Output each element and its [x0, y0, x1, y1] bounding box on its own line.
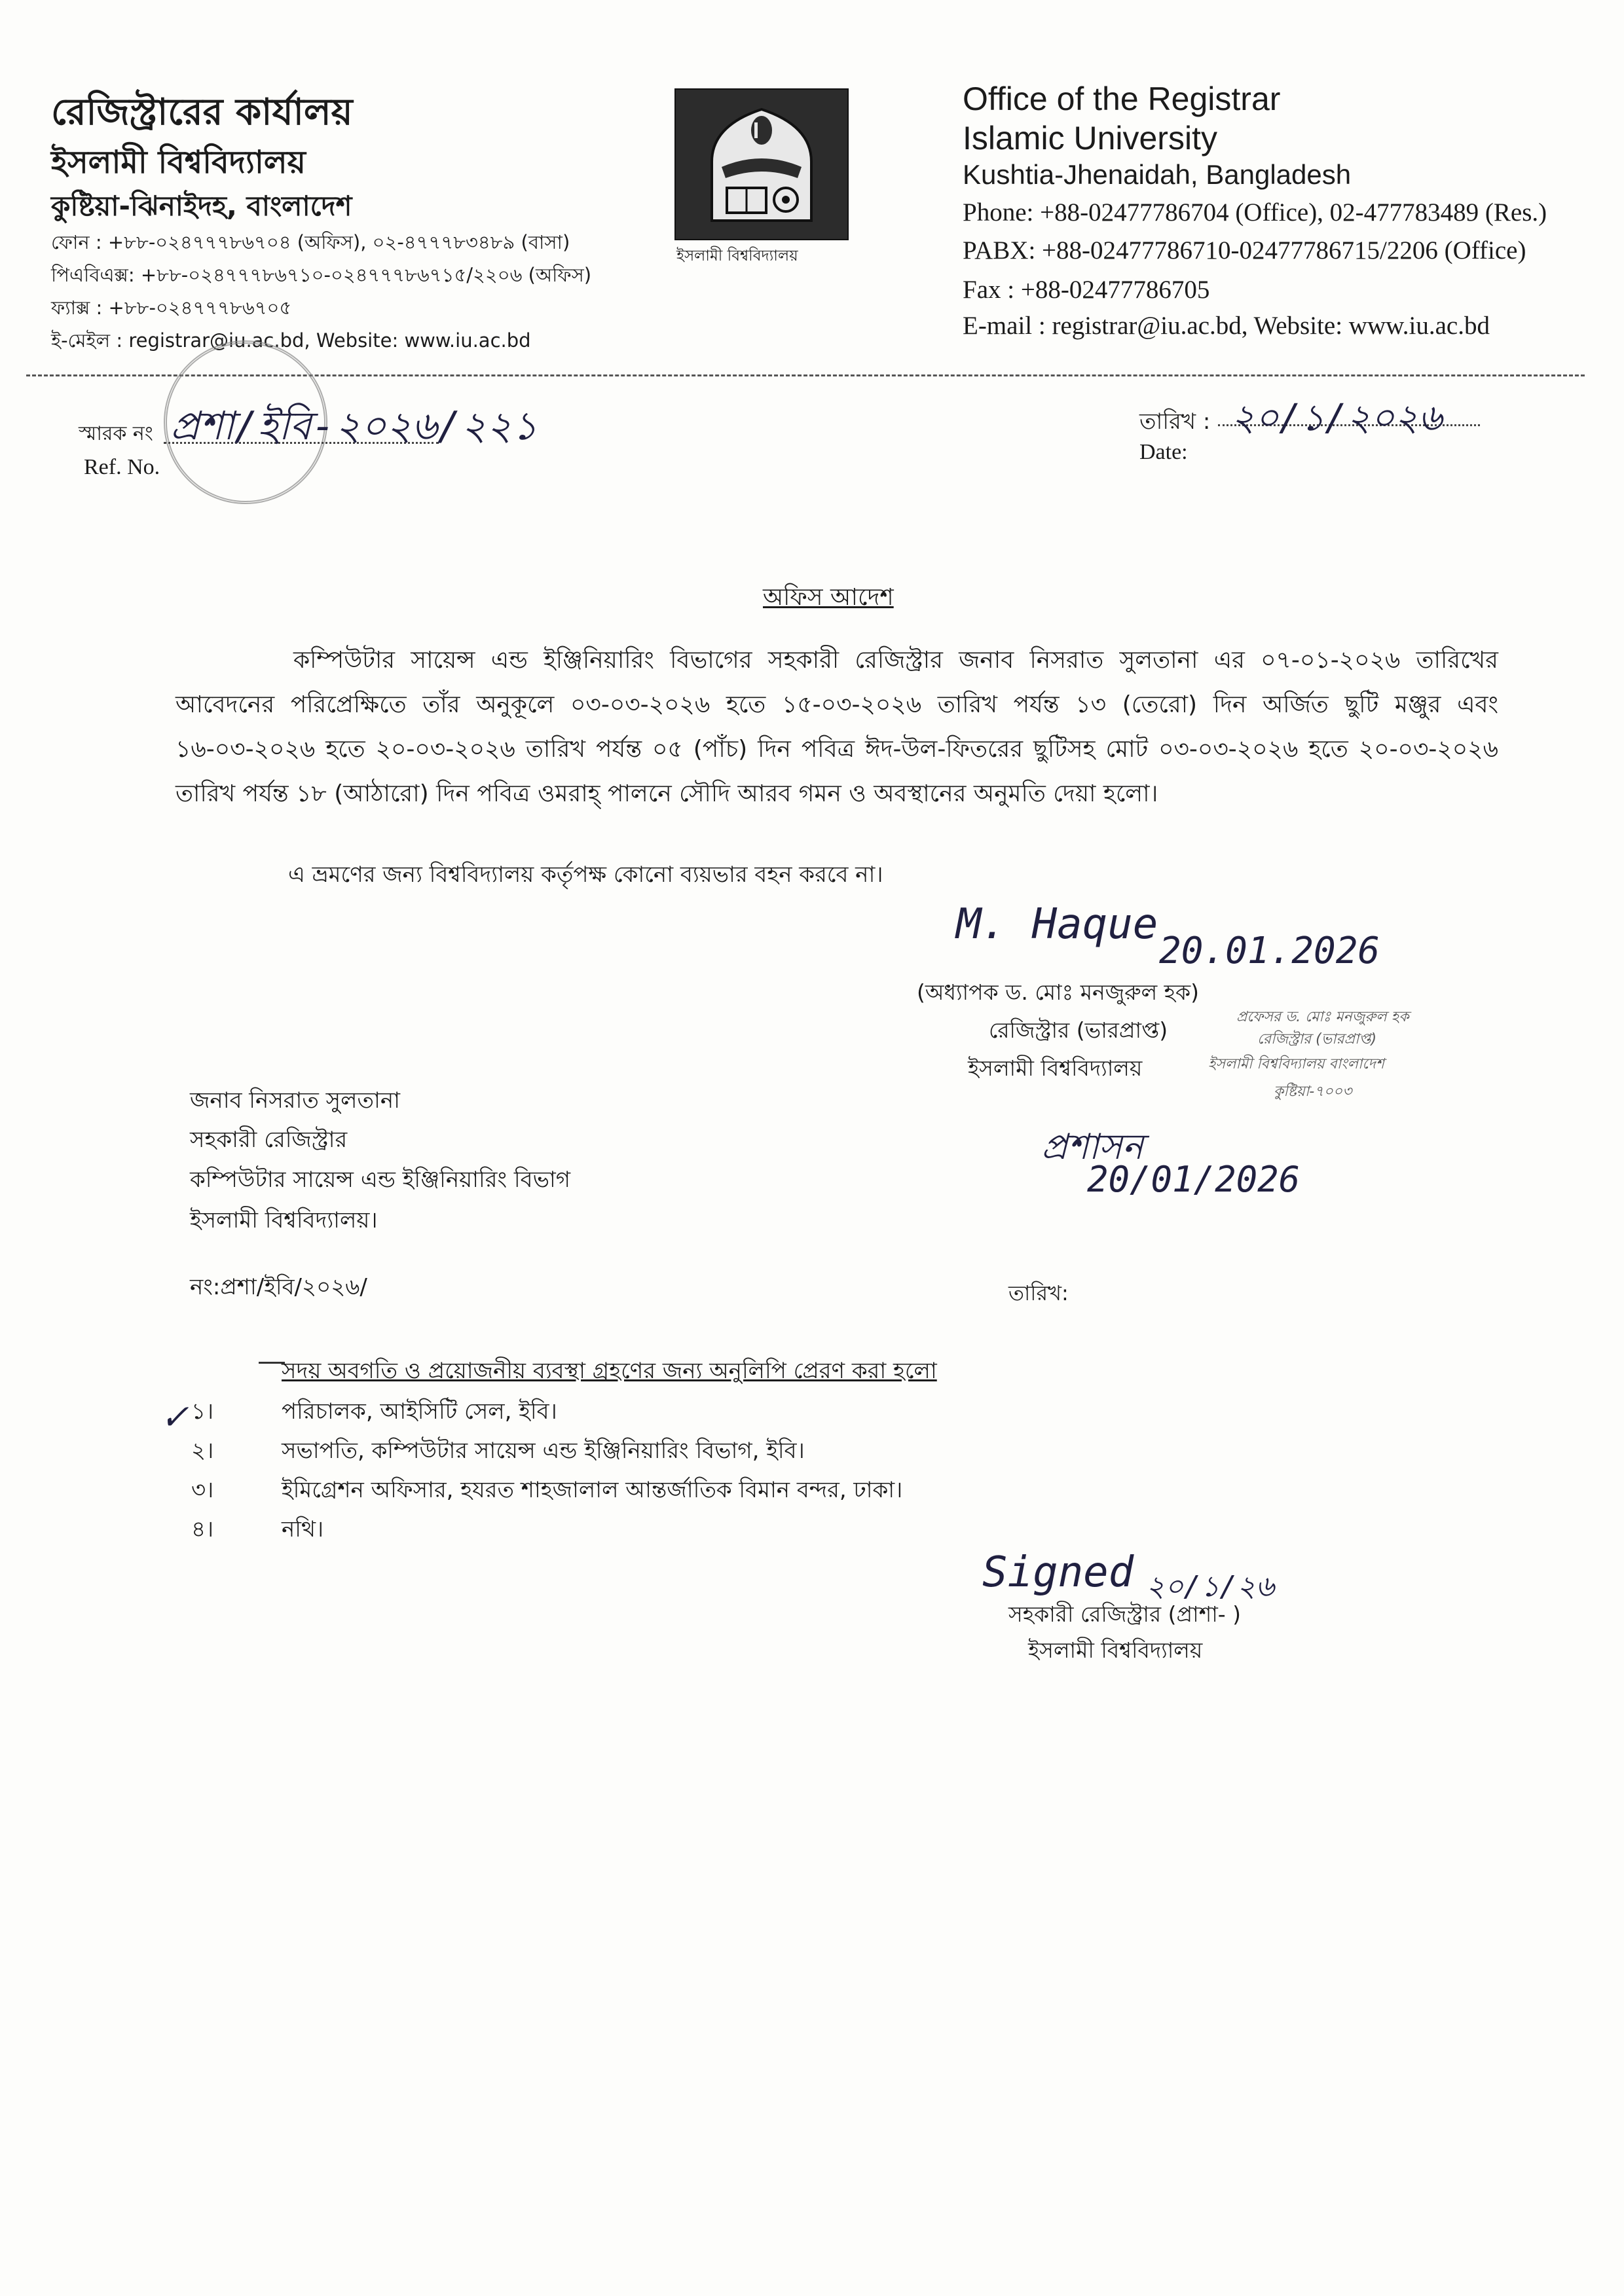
- registrar-university: ইসলামী বিশ্ববিদ্যালয়: [968, 1055, 1143, 1081]
- logo-emblem-icon: [676, 90, 847, 239]
- cc-heading: সদয় অবগতি ও প্রয়োজনীয় ব্যবস্থা গ্রহণের জন্য অনুলিপি প্রেরণ করা হলো: [282, 1358, 937, 1384]
- university-logo: [674, 88, 849, 240]
- fax-en: Fax : +88-02477786705: [963, 276, 1210, 304]
- ref-label-bn: স্মারক নং: [79, 422, 153, 445]
- order-paragraph: কম্পিউটার সায়েন্স এন্ড ইঞ্জিনিয়ারিং বিভাগের সহকারী রেজিস্ট্রার জনাব নিসরাত সুলতানা এর ০৭-০১-২০২৬ তারিখের আবেদনের পরিপ্রেক্ষিতে তাঁর অনুকূলে ০৩-০৩-২০২৬ হতে ১৫-০৩-২০২৬ তারিখ পর্যন্ত ১৩ (তেরো) দিন অর্জিত ছুটি মঞ্জুর এবং ১৬-০৩-২০২৬ হতে ২০-০৩-২০২৬ তারিখ পর্যন্ত ০৫ (পাঁচ) দিন পবিত্র ঈদ-উল-ফিতরের ছুটিসহ মোট ০৩-০৩-২০২৬ হতে ২০-০৩-২০২৬ তারিখ পর্যন্ত ১৮ (আঠারো) দিন পবিত্র ওমরাহ্ পালনে সৌদি আরব গমন ও অবস্থানের অনুমতি দেয়া হলো।: [175, 647, 1498, 807]
- registrar-signature: M. Haque: [956, 900, 1158, 949]
- fax-bn: ফ্যাক্স : +৮৮-০২৪৭৭৭৮৬৭০৫: [51, 297, 292, 319]
- date-label-bn: তারিখ :: [1139, 409, 1211, 435]
- addressee-department: কম্পিউটার সায়েন্স এন্ড ইঞ্জিনিয়ারিং বিভাগ: [190, 1167, 571, 1193]
- seal-line: প্রফেসর ড. মোঃ মনজুরুল হক: [1236, 1009, 1409, 1025]
- cc-item-number: ১।: [191, 1398, 214, 1425]
- memo-date-label: তারিখ:: [1008, 1281, 1069, 1305]
- memo-number: নং:প্রশা/ইবি/২০২৬/: [190, 1274, 367, 1300]
- assistant-registrar-role: সহকারী রেজিস্ট্রার (প্রাশা- ): [1008, 1601, 1242, 1627]
- assistant-registrar-signature: Signed: [982, 1548, 1134, 1597]
- registrar-name: (অধ্যাপক ড. মোঃ মনজুরুল হক): [917, 979, 1199, 1005]
- order-subject: অফিস আদেশ: [763, 584, 894, 611]
- addressee-role: সহকারী রেজিস্ট্রার: [190, 1127, 348, 1153]
- cc-item-number: ৪।: [191, 1516, 214, 1542]
- registrar-sign-date: 20.01.2026: [1159, 930, 1380, 972]
- date-label-en: Date:: [1139, 440, 1188, 464]
- cc-heading-lead-line: [259, 1362, 285, 1364]
- office-title-bn: রেজিস্ট্রারের কার্যালয়: [51, 91, 353, 134]
- checkmark-icon: ✓: [162, 1393, 187, 1439]
- email-bn: ই-মেইল : registrar@iu.ac.bd, Website: www.iu.ac.bd: [51, 329, 531, 352]
- ref-number: প্রশা/ইবি-২০২৬/২২১: [170, 403, 538, 449]
- assistant-registrar-university: ইসলামী বিশ্ববিদ্যালয়: [1028, 1637, 1203, 1663]
- seal-line: কুষ্টিয়া-৭০০৩: [1274, 1084, 1352, 1100]
- addressee-university: ইসলামী বিশ্ববিদ্যালয়।: [190, 1207, 378, 1233]
- location-en: Kushtia-Jhenaidah, Bangladesh: [963, 159, 1352, 190]
- pabx-bn: পিএবিএক্স: +৮৮-০২৪৭৭৭৮৬৭১০-০২৪৭৭৭৮৬৭১৫/২২০৬ (অফিস): [51, 264, 592, 286]
- phone-en: Phone: +88-02477786704 (Office), 02-477783489 (Res.): [963, 198, 1547, 227]
- location-bn: কুষ্টিয়া-ঝিনাইদহ, বাংলাদেশ: [51, 190, 352, 222]
- addressee-name: জনাব নিসরাত সুলতানা: [190, 1087, 400, 1114]
- ref-label-en: Ref. No.: [84, 455, 160, 479]
- cc-item-text: সভাপতি, কম্পিউটার সায়েন্স এন্ড ইঞ্জিনিয়ারিং বিভাগ, ইবি।: [282, 1438, 805, 1464]
- seal-line: রেজিস্ট্রার (ভারপ্রাপ্ত): [1257, 1031, 1377, 1048]
- cc-item-number: ২।: [191, 1438, 214, 1464]
- initial-date: 20/01/2026: [1087, 1159, 1301, 1200]
- assistant-registrar-sign-date: ২০/১/২৬: [1146, 1570, 1274, 1603]
- initial-signature: প্রশাসন: [1041, 1126, 1143, 1167]
- office-title-en: Office of the Registrar: [963, 81, 1281, 117]
- expense-note: এ ভ্রমণের জন্য বিশ্ববিদ্যালয় কর্তৃপক্ষ কোনো ব্যয়ভার বহন করবে না।: [288, 862, 883, 888]
- registrar-role: রেজিস্ট্রার (ভারপ্রাপ্ত): [989, 1017, 1168, 1043]
- email-en: E-mail : registrar@iu.ac.bd, Website: www.iu.ac.bd: [963, 312, 1490, 340]
- pabx-en: PABX: +88-02477786710-02477786715/2206 (Office): [963, 236, 1526, 264]
- university-name-en: Islamic University: [963, 120, 1217, 156]
- logo-caption: ইসলামী বিশ্ববিদ্যালয়: [676, 247, 798, 264]
- seal-line: ইসলামী বিশ্ববিদ্যালয় বাংলাদেশ: [1208, 1056, 1384, 1072]
- cc-item-number: ৩।: [191, 1477, 214, 1503]
- issue-date: ২০/১/২০২৬: [1231, 397, 1443, 439]
- phone-bn: ফোন : +৮৮-০২৪৭৭৭৮৬৭০৪ (অফিস), ০২-৪৭৭৭৮৩৪৮৯ (বাসা): [51, 231, 570, 253]
- cc-item-text: পরিচালক, আইসিটি সেল, ইবি।: [282, 1398, 557, 1425]
- cc-item-text: ইমিগ্রেশন অফিসার, হযরত শাহজালাল আন্তর্জাতিক বিমান বন্দর, ঢাকা।: [282, 1477, 903, 1503]
- cc-item-text: নথি।: [282, 1516, 324, 1542]
- university-name-bn: ইসলামী বিশ্ববিদ্যালয়: [51, 144, 306, 181]
